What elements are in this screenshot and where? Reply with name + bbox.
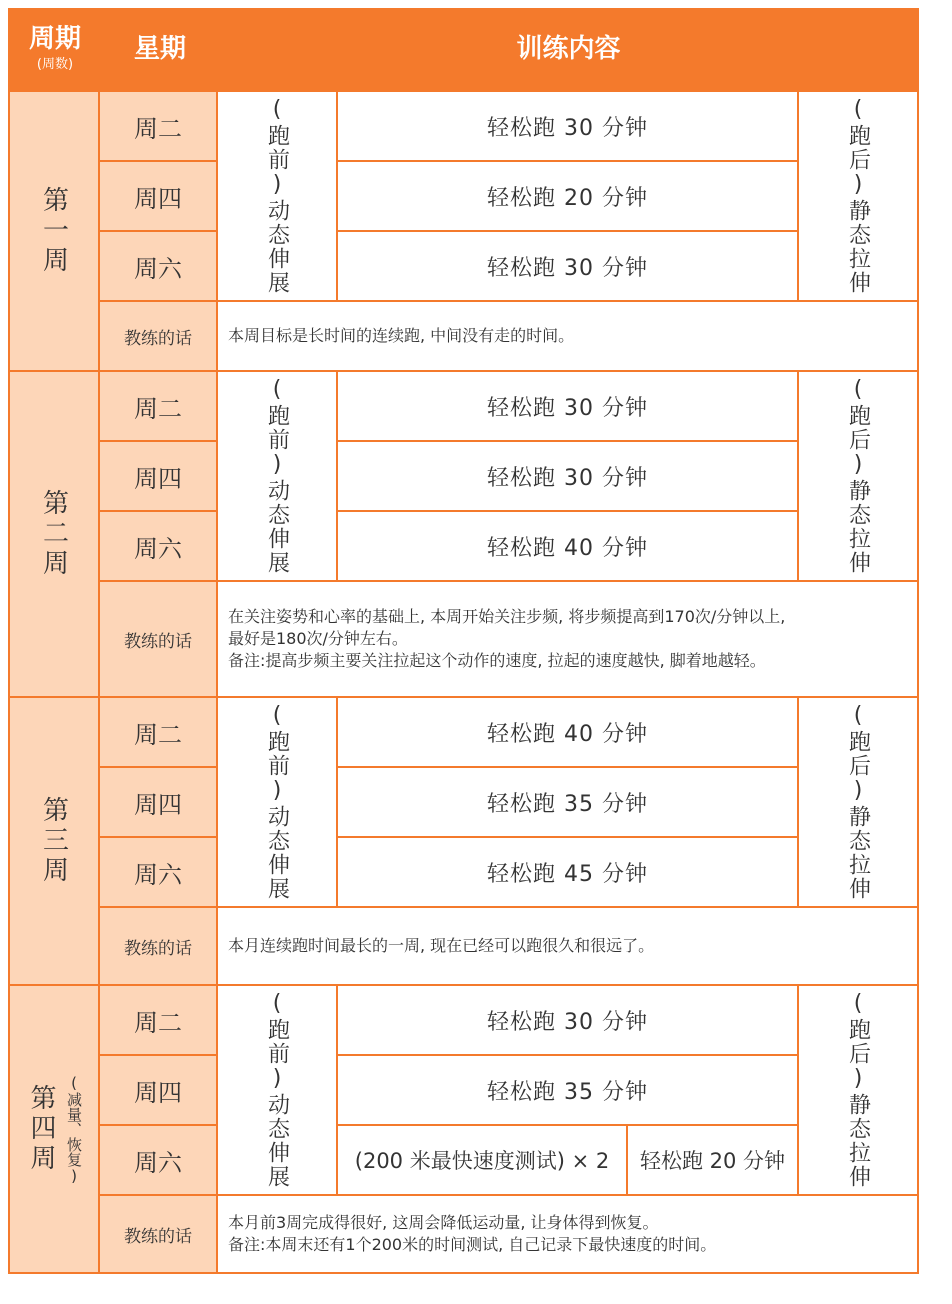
pre-stretch-text: (跑前)动态伸展 bbox=[264, 377, 290, 575]
week-3-day-3: 周六 bbox=[98, 836, 218, 908]
week-3-label bbox=[8, 696, 100, 986]
week-1-coach-label: 教练的话 bbox=[98, 300, 218, 372]
week-2-run-2: 轻松跑 30 分钟 bbox=[336, 440, 799, 512]
note-line: 本周目标是长时间的连续跑, 中间没有走的时间。 bbox=[228, 326, 575, 345]
week-4-coach-note bbox=[216, 1194, 919, 1274]
week-4-pre-stretch bbox=[216, 984, 338, 1196]
week-1-label bbox=[8, 90, 100, 372]
week-2-label bbox=[8, 370, 100, 698]
week-4-run-3: 轻松跑 20 分钟 bbox=[626, 1124, 799, 1196]
week-4-run-1: 轻松跑 30 分钟 bbox=[336, 984, 799, 1056]
week-2-pre-stretch bbox=[216, 370, 338, 582]
week-3-pre-stretch bbox=[216, 696, 338, 908]
pre-stretch-text: (跑前)动态伸展 bbox=[264, 703, 290, 901]
week-3-run-2: 轻松跑 35 分钟 bbox=[336, 766, 799, 838]
week-3-run-1: 轻松跑 40 分钟 bbox=[336, 696, 799, 768]
week-2-run-1: 轻松跑 30 分钟 bbox=[336, 370, 799, 442]
header-period-label: 周期 bbox=[28, 24, 81, 54]
week-1-run-3: 轻松跑 30 分钟 bbox=[336, 230, 799, 302]
week-1-post-stretch bbox=[797, 90, 919, 302]
note-line: 备注:本周末还有1个200米的时间测试, 自己记录下最快速度的时间。 bbox=[228, 1235, 717, 1254]
week-3-title: 第三周 bbox=[38, 796, 69, 886]
post-stretch-text: (跑后)静态拉伸 bbox=[845, 703, 871, 901]
note-line: 最好是180次/分钟左右。 bbox=[228, 629, 408, 648]
week-1-pre-stretch bbox=[216, 90, 338, 302]
post-stretch-text: (跑后)静态拉伸 bbox=[845, 97, 871, 295]
week-4-day-2: 周四 bbox=[98, 1054, 218, 1126]
week-1-day-1: 周二 bbox=[98, 90, 218, 162]
week-3-day-1: 周二 bbox=[98, 696, 218, 768]
week-1-coach-note bbox=[216, 300, 919, 372]
week-3-post-stretch bbox=[797, 696, 919, 908]
note-line: 本月前3周完成得很好, 这周会降低运动量, 让身体得到恢复。 bbox=[228, 1213, 659, 1232]
week-4-label bbox=[8, 984, 100, 1274]
week-2-day-1: 周二 bbox=[98, 370, 218, 442]
week-4-post-stretch bbox=[797, 984, 919, 1196]
note-line: 在关注姿势和心率的基础上, 本周开始关注步频, 将步频提高到170次/分钟以上, bbox=[228, 607, 786, 626]
week-3-run-3: 轻松跑 45 分钟 bbox=[336, 836, 799, 908]
week-2-coach-label: 教练的话 bbox=[98, 580, 218, 698]
pre-stretch-text: (跑前)动态伸展 bbox=[264, 97, 290, 295]
week-2-title: 第二周 bbox=[38, 489, 69, 579]
week-1-title: 第一周 bbox=[38, 186, 69, 276]
week-4-day-1: 周二 bbox=[98, 984, 218, 1056]
note-line: 本月连续跑时间最长的一周, 现在已经可以跑很久和很远了。 bbox=[228, 936, 655, 955]
week-3-coach-label: 教练的话 bbox=[98, 906, 218, 986]
week-3-coach-note bbox=[216, 906, 919, 986]
week-4-coach-label: 教练的话 bbox=[98, 1194, 218, 1274]
week-1-run-1: 轻松跑 30 分钟 bbox=[336, 90, 799, 162]
table-header bbox=[8, 8, 919, 90]
pre-stretch-text: (跑前)动态伸展 bbox=[264, 991, 290, 1189]
week-4-day-3: 周六 bbox=[98, 1124, 218, 1196]
week-4-speed-test: (200 米最快速度测试) × 2 bbox=[336, 1124, 628, 1196]
week-4-title: 第四周 bbox=[26, 1084, 56, 1174]
week-1-day-2: 周四 bbox=[98, 160, 218, 232]
header-content-label: 训练内容 bbox=[516, 34, 621, 64]
week-2-post-stretch bbox=[797, 370, 919, 582]
week-2-coach-note bbox=[216, 580, 919, 698]
week-2-day-3: 周六 bbox=[98, 510, 218, 582]
week-1-run-2: 轻松跑 20 分钟 bbox=[336, 160, 799, 232]
post-stretch-text: (跑后)静态拉伸 bbox=[845, 377, 871, 575]
week-2-run-3: 轻松跑 40 分钟 bbox=[336, 510, 799, 582]
week-4-subtitle: (减量、恢复) bbox=[65, 1073, 83, 1185]
week-2-day-2: 周四 bbox=[98, 440, 218, 512]
week-1-day-3: 周六 bbox=[98, 230, 218, 302]
note-line: 备注:提高步频主要关注拉起这个动作的速度, 拉起的速度越快, 脚着地越轻。 bbox=[228, 651, 766, 670]
header-day-label: 星期 bbox=[133, 34, 186, 64]
header-period-sub: (周数) bbox=[36, 57, 74, 72]
post-stretch-text: (跑后)静态拉伸 bbox=[845, 991, 871, 1189]
header-period bbox=[10, 10, 100, 88]
week-4-run-2: 轻松跑 35 分钟 bbox=[336, 1054, 799, 1126]
week-3-day-2: 周四 bbox=[98, 766, 218, 838]
